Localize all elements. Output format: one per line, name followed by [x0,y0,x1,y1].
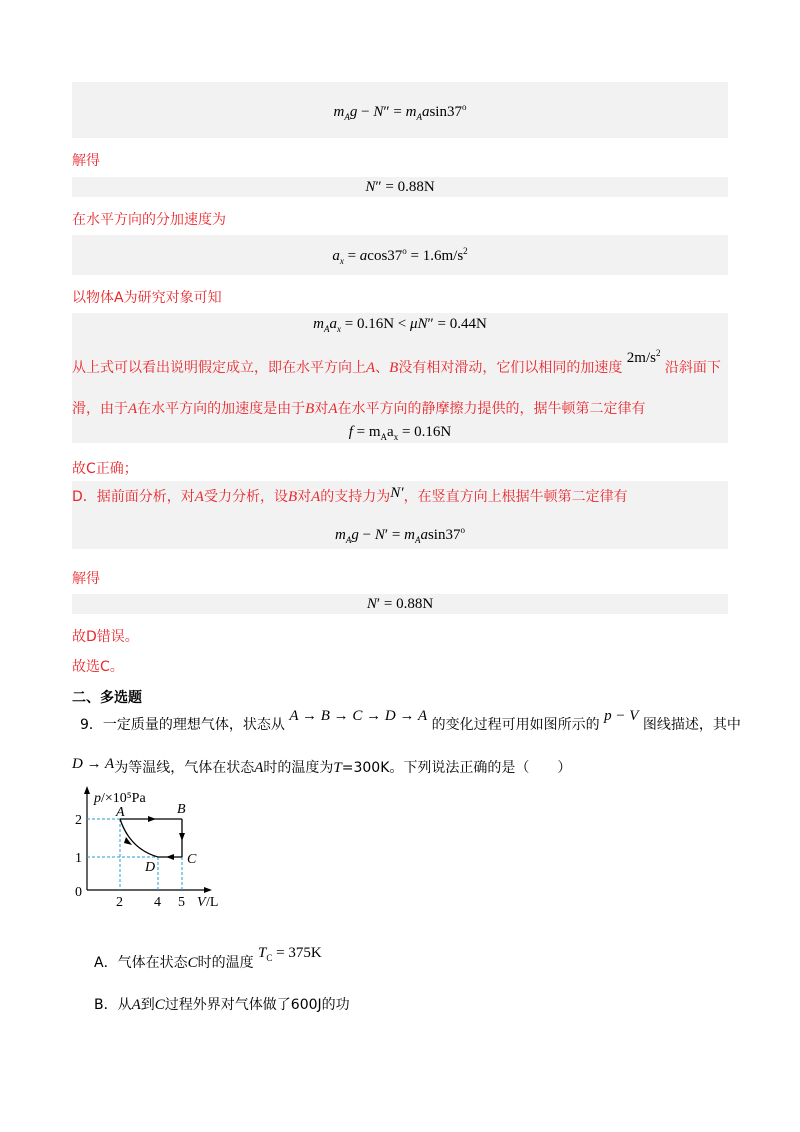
jiede-label-1: 解得 [72,153,100,169]
equation-5: $f = m_Aa_x = 0.16N$ [348,424,452,442]
object-a-intro: 以物体A为研究对象可知 [72,290,222,306]
question-9-line2: D → A为等温线，气体在状态A时的温度为T=300K。下列说法正确的是（ ） [72,756,572,776]
equation-6: $m_Ag - N' = m_Aasin37^o$ [335,525,465,545]
svg-text:1: 1 [75,851,82,866]
d-wrong: 故D错误。 [72,629,139,645]
svg-text:0: 0 [75,885,82,900]
d-analysis: D．据前面分析，对A受力分析，设B对A的支持力为N′，在竖直方向上根据牛顿第二定律有 [72,485,628,505]
option-a[interactable]: A．气体在状态C时的温度 $T_C = 375K$ [94,945,322,971]
svg-text:4: 4 [154,895,161,910]
question-9-line1: 9．一定质量的理想气体，状态从 A → B → C → D → A 的变化过程可用如图所示的 p − V 图线描述，其中 [80,708,741,733]
equation-1: $m_Ag - N'' = m_Aasin37^o$ [333,102,467,122]
svg-text:2: 2 [75,813,82,828]
svg-text:2: 2 [116,895,123,910]
svg-text:/L: /L [206,895,219,910]
pv-diagram [72,783,232,913]
svg-text:V: V [197,895,206,910]
svg-text:/×10⁵Pa: /×10⁵Pa [101,791,146,806]
equation-2: N″ = 0.88N [365,179,435,195]
svg-text:D: D [145,860,156,875]
c-correct: 故C正确； [72,461,138,477]
equation-4: $m_Aa_x = 0.16N < \mu N'' = 0.44N$ [313,316,487,334]
svg-text:5: 5 [178,895,185,910]
svg-text:p: p [94,791,101,806]
jiede-label-2: 解得 [72,571,100,587]
svg-text:C: C [187,852,197,867]
svg-text:A: A [116,805,125,820]
svg-text:B: B [177,802,186,817]
assumption-paragraph-line1: 从上式可以看出说明假定成立，即在水平方向上A、B没有相对滑动，它们以相同的加速度 $2m/s^2$ 沿斜面下 [72,348,721,376]
option-b[interactable]: B．从A到C过程外界对气体做了600J的功 [94,997,350,1013]
assumption-paragraph-line2: 滑，由于A在水平方向的加速度是由于B对A在水平方向的静摩擦力提供的，据牛顿第二定律有 [72,401,646,417]
equation-3: $a_x = acos37^o = 1.6m/s^2$ [332,246,468,266]
final-choice: 故选C。 [72,659,124,675]
horizontal-accel-intro: 在水平方向的分加速度为 [72,212,226,228]
section-heading: 二、多选题 [72,690,142,706]
equation-7: N′ = 0.88N [366,596,434,612]
